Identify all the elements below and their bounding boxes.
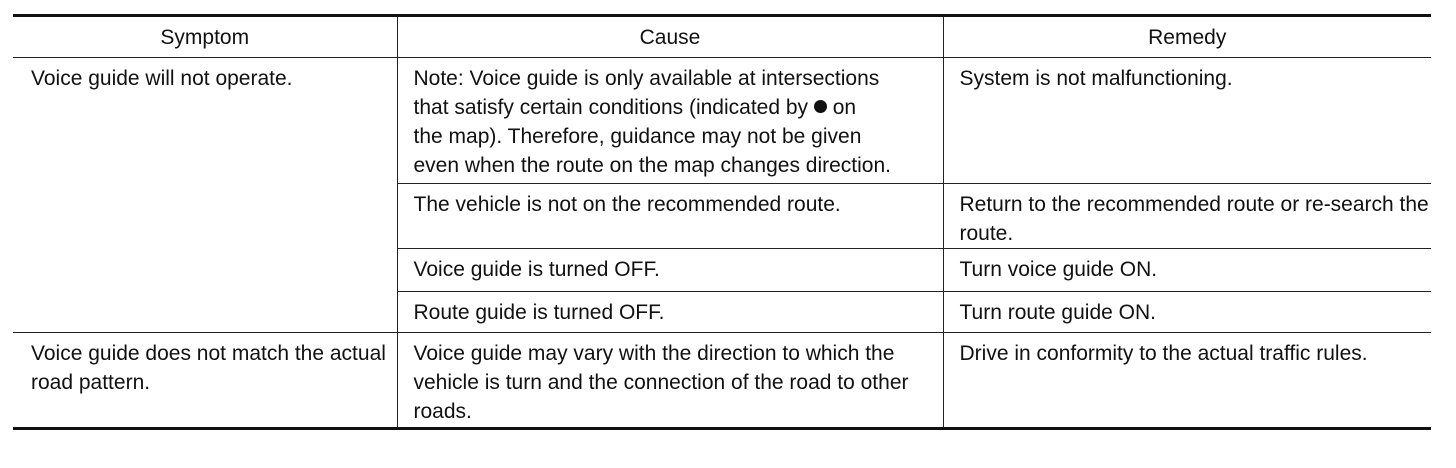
cause-cell: Voice guide may vary with the direction to which the vehicle is turn and the connection of the road to other roads. — [397, 333, 943, 429]
remedy-cell: Return to the recommended route or re-search the route. — [943, 184, 1431, 249]
cause-text-line: the map). Therefore, guidance may not be given — [413, 125, 862, 148]
symptom-cell: Voice guide does not match the actual road pattern. — [13, 333, 397, 429]
header-symptom: Symptom — [13, 16, 397, 58]
cause-cell: Voice guide is turned OFF. — [397, 249, 943, 292]
cause-text-line: Note: Voice guide is only available at intersections — [413, 67, 880, 90]
remedy-cell: System is not malfunctioning. — [943, 58, 1431, 184]
header-cause: Cause — [397, 16, 943, 58]
cause-cell: Route guide is turned OFF. — [397, 292, 943, 333]
header-remedy: Remedy — [943, 16, 1431, 58]
cause-text-line: even when the route on the map changes direction. — [413, 154, 891, 177]
filled-dot-icon — [814, 100, 827, 113]
table-row — [13, 333, 1431, 429]
cause-text-line: that satisfy certain conditions (indicated by — [413, 96, 809, 119]
cause-cell: The vehicle is not on the recommended route. — [397, 184, 943, 249]
troubleshooting-table-container — [13, 14, 1431, 430]
cause-cell — [397, 58, 943, 184]
cause-text-line: on — [832, 96, 857, 119]
table-row — [13, 58, 1431, 184]
table-header-row — [13, 16, 1431, 58]
remedy-cell: Drive in conformity to the actual traffic rules. — [943, 333, 1431, 429]
symptom-cell: Voice guide will not operate. — [13, 58, 397, 333]
troubleshooting-table — [13, 14, 1431, 430]
remedy-cell: Turn route guide ON. — [943, 292, 1431, 333]
remedy-cell: Turn voice guide ON. — [943, 249, 1431, 292]
